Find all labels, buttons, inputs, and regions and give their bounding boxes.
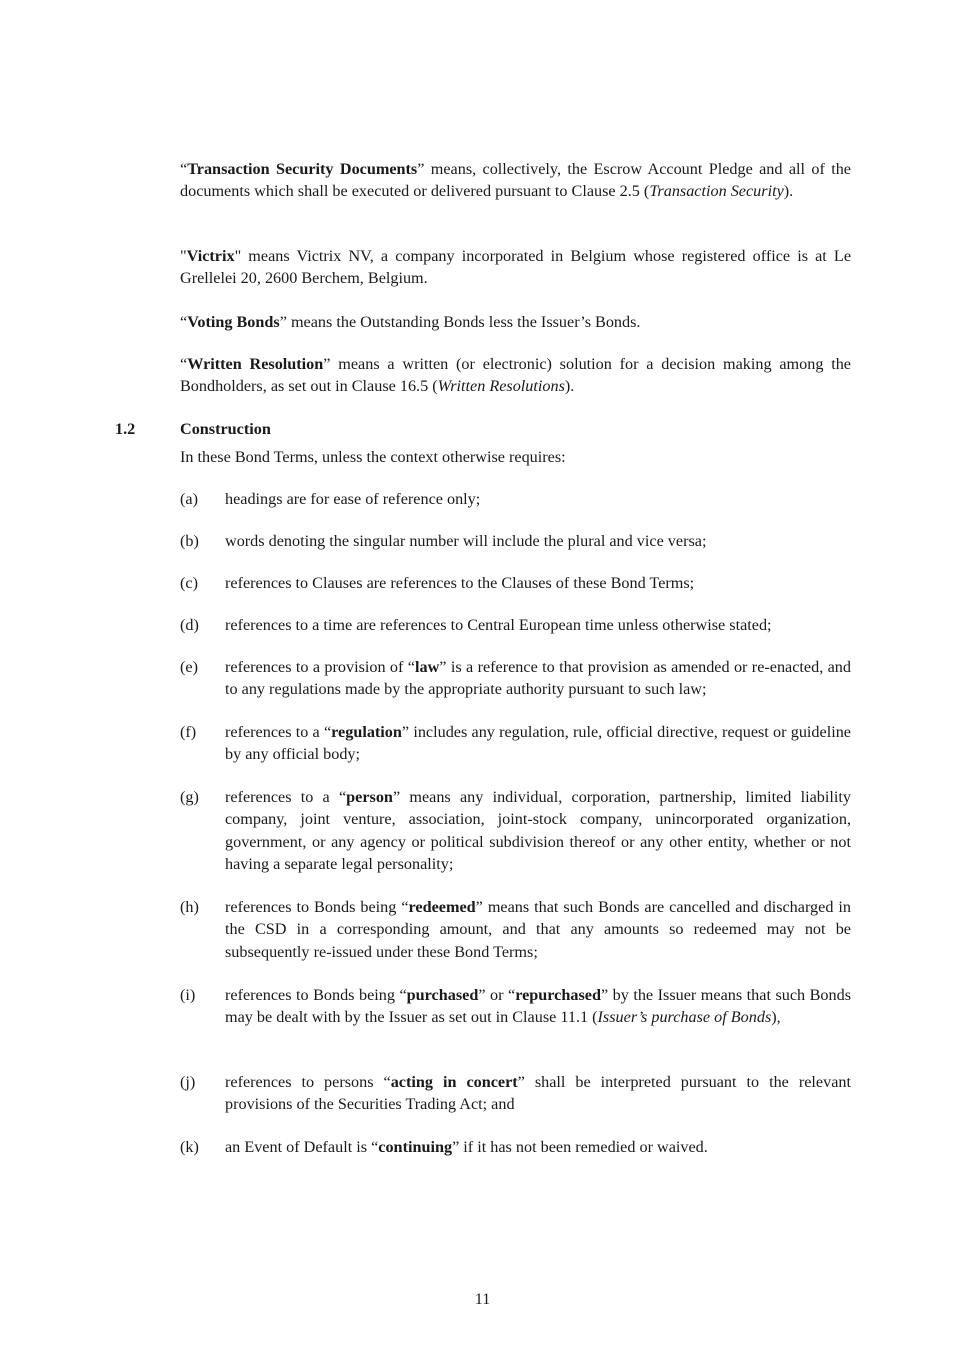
item-label: (h) bbox=[180, 898, 199, 916]
item-label: (c) bbox=[180, 574, 198, 592]
definition-voting-bonds: “Voting Bonds” means the Outstanding Bonds less the Issuer’s Bonds. bbox=[180, 313, 641, 331]
defined-term: Voting Bonds bbox=[187, 313, 280, 331]
item-label: (j) bbox=[180, 1073, 196, 1091]
list-item: (h) references to Bonds being “redeemed” means that such Bonds are cancelled and discharged in the CSD in a corresponding amount, and that any amounts so redeemed may not be subsequently re-issued under these Bond Terms; bbox=[180, 898, 851, 961]
list-item: (a) headings are for ease of reference only; bbox=[180, 488, 851, 510]
section-intro: In these Bond Terms, unless the context otherwise requires: bbox=[180, 448, 566, 466]
definition-written-resolution: “Written Resolution” means a written (or electronic) solution for a decision making among the Bondholders, as set out in Clause 16.5 (Written Resolutions). bbox=[180, 355, 851, 396]
list-item: (e) references to a provision of “law” is a reference to that provision as amended or re-enacted, and to any regulations made by the appropriate authority pursuant to such law; bbox=[180, 658, 851, 699]
defined-term: Victrix bbox=[186, 247, 235, 265]
list-item: (j) references to persons “acting in concert” shall be interpreted pursuant to the relevant provisions of the Securities Trading Act; and bbox=[180, 1073, 851, 1114]
item-label: (d) bbox=[180, 616, 199, 634]
clause-reference: Issuer’s purchase of Bonds bbox=[597, 1008, 772, 1027]
defined-term: acting in concert bbox=[390, 1073, 518, 1091]
defined-term: regulation bbox=[331, 723, 402, 741]
item-label: (k) bbox=[180, 1138, 199, 1156]
defined-term: law bbox=[414, 658, 440, 676]
list-item: (c) references to Clauses are references to the Clauses of these Bond Terms; bbox=[180, 572, 851, 594]
item-label: (g) bbox=[180, 788, 199, 806]
defined-term: purchased bbox=[406, 986, 479, 1004]
defined-term: redeemed bbox=[408, 898, 476, 916]
defined-term: repurchased bbox=[515, 986, 601, 1004]
item-label: (i) bbox=[180, 986, 196, 1004]
section-title: Construction bbox=[180, 420, 271, 438]
definition-transaction-security-documents: “Transaction Security Documents” means, collectively, the Escrow Account Pledge and all of the documents which shall be executed or delivered pursuant to Clause 2.5 (Transaction Security). bbox=[180, 160, 851, 201]
list-item: (i) references to Bonds being “purchased” or “repurchased” by the Issuer means that such Bonds may be dealt with by the Issuer as set out in Clause 11.1 (Issuer’s purchase of Bonds), bbox=[180, 986, 852, 1027]
clause-reference: Transaction Security bbox=[649, 182, 784, 201]
item-label: (a) bbox=[180, 490, 198, 508]
defined-term: continuing bbox=[378, 1138, 453, 1156]
list-item: (g) references to a “person” means any individual, corporation, partnership, limited liability company, joint venture, association, joint-stock company, unincorporated organization, government, or any agency or political subdivision thereof or any other entity, whether or not having a separate legal personality; bbox=[180, 788, 851, 874]
defined-term: Transaction Security Documents bbox=[187, 160, 418, 178]
defined-term: person bbox=[346, 788, 393, 806]
list-item: (b) words denoting the singular number will include the plural and vice versa; bbox=[180, 530, 851, 552]
list-item: (f) references to a “regulation” includes any regulation, rule, official directive, request or guideline by any official body; bbox=[180, 723, 851, 764]
clause-reference: Written Resolutions bbox=[437, 377, 565, 396]
definition-victrix: "Victrix" means Victrix NV, a company incorporated in Belgium whose registered office is at Le Grellelei 20, 2600 Berchem, Belgium. bbox=[180, 247, 851, 288]
item-label: (e) bbox=[180, 658, 198, 676]
defined-term: Written Resolution bbox=[187, 355, 324, 373]
page-number: 11 bbox=[474, 1290, 491, 1308]
item-label: (f) bbox=[180, 723, 197, 741]
item-label: (b) bbox=[180, 532, 199, 550]
section-number: 1.2 bbox=[115, 420, 136, 438]
list-item: (d) references to a time are references to Central European time unless otherwise stated; bbox=[180, 614, 851, 636]
list-item: (k) an Event of Default is “continuing” if it has not been remedied or waived. bbox=[180, 1136, 851, 1158]
